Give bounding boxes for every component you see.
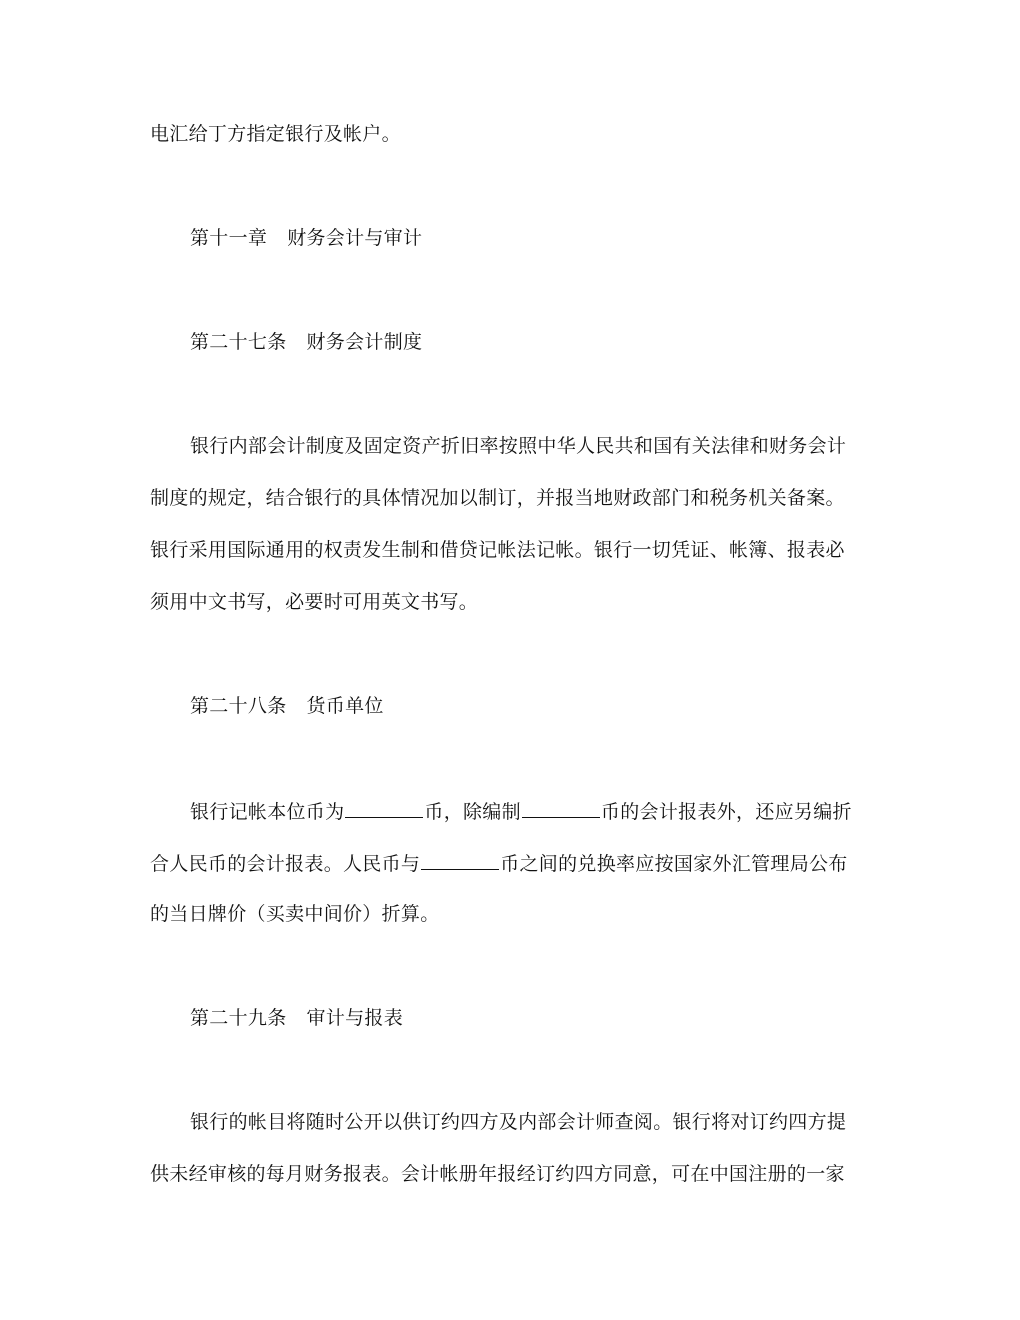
chapter-11-title: 财务会计与审计 [287, 227, 423, 249]
chapter-11-number: 第十一章 [190, 227, 268, 249]
paragraph-continuation-line: 电汇给丁方指定银行及帐户。 [150, 123, 401, 145]
article-28-number: 第二十八条 [190, 695, 287, 717]
article-29-heading [190, 1006, 920, 1030]
blank-fill-line-3 [421, 850, 499, 870]
article-28-text-a: 银行记帐本位币为 [190, 801, 345, 823]
article-27-line-1: 银行内部会计制度及固定资产折旧率按照中华人民共和国有关法律和财务会计 [190, 435, 847, 457]
article-28-line-1 [190, 798, 920, 824]
article-27-heading [190, 330, 920, 354]
article-27-number: 第二十七条 [190, 331, 287, 353]
article-28-text-b: 币，除编制 [424, 801, 521, 823]
chapter-11-heading [190, 226, 920, 250]
article-27-line-3: 银行采用国际通用的权责发生制和借贷记帐法记帐。银行一切凭证、帐簿、报表必 [150, 539, 845, 561]
article-28-title: 货币单位 [306, 695, 384, 717]
article-28-text-d: 合人民币的会计报表。人民币与 [150, 853, 421, 875]
article-28-line-3: 的当日牌价（买卖中间价）折算。 [150, 903, 440, 925]
blank-fill-line-1 [345, 798, 423, 818]
article-27-title: 财务会计制度 [306, 331, 423, 353]
article-29-number: 第二十九条 [190, 1007, 287, 1029]
article-29-line-2: 供未经审核的每月财务报表。会计帐册年报经订约四方同意，可在中国注册的一家 [150, 1163, 845, 1185]
article-29-line-1: 银行的帐目将随时公开以供订约四方及内部会计师查阅。银行将对订约四方提 [190, 1111, 847, 1133]
blank-fill-line-2 [522, 798, 600, 818]
article-29-title: 审计与报表 [306, 1007, 404, 1029]
article-28-line-2 [150, 850, 880, 876]
article-28-text-c: 币的会计报表外，还应另编折 [600, 801, 852, 823]
article-28-text-e: 币之间的兑换率应按国家外汇管理局公布 [500, 853, 848, 875]
article-28-heading [190, 694, 920, 718]
article-27-line-2: 制度的规定，结合银行的具体情况加以制订，并报当地财政部门和税务机关备案。 [150, 487, 845, 509]
article-27-line-4: 须用中文书写，必要时可用英文书写。 [150, 591, 479, 613]
